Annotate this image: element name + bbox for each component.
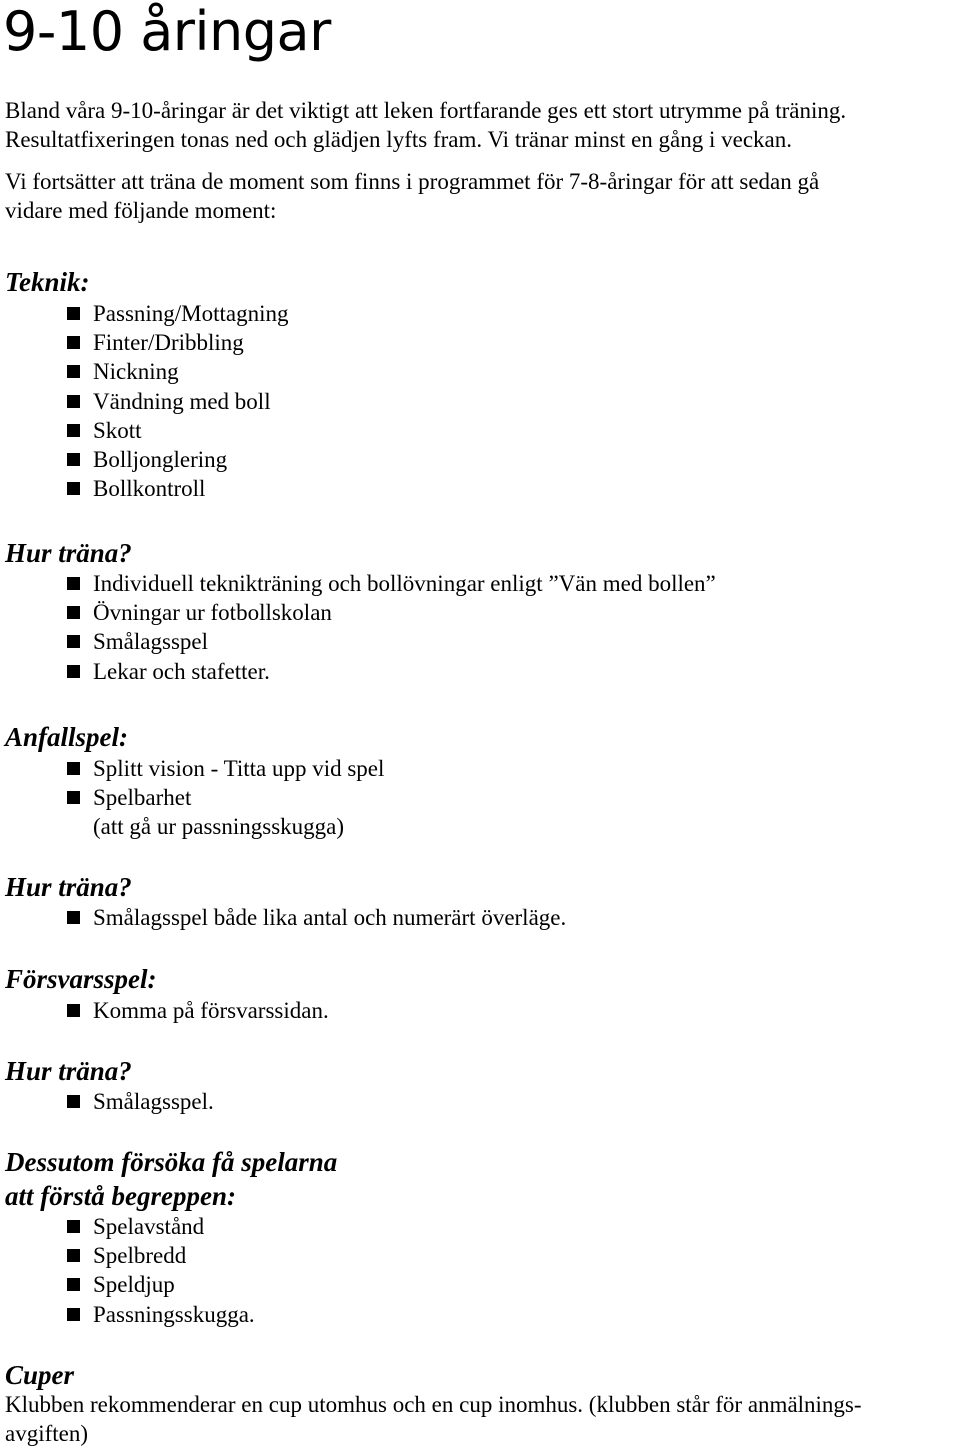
list-item: Nickning xyxy=(67,357,289,386)
square-bullet-icon xyxy=(67,665,80,678)
forsvarsspel-heading: Försvarsspel: xyxy=(5,964,157,994)
list-item: Finter/Dribbling xyxy=(67,328,289,357)
square-bullet-icon xyxy=(67,1220,80,1233)
square-bullet-icon xyxy=(67,424,80,437)
forsvarsspel-how-list xyxy=(67,1087,214,1116)
square-bullet-icon xyxy=(67,911,80,924)
square-bullet-icon xyxy=(67,336,80,349)
list-item: Smålagsspel xyxy=(67,627,716,656)
list-item: Vändning med boll xyxy=(67,387,289,416)
square-bullet-icon xyxy=(67,395,80,408)
anfallspel-continuation: (att gå ur passningsskugga) xyxy=(93,814,345,839)
intro-line-4: vidare med följande moment: xyxy=(5,198,277,223)
square-bullet-icon xyxy=(67,482,80,495)
forsvarsspel-how-heading: Hur träna? xyxy=(5,1056,132,1086)
list-item: Lekar och stafetter. xyxy=(67,657,716,686)
square-bullet-icon xyxy=(67,1249,80,1262)
list-item: Speldjup xyxy=(67,1270,255,1299)
list-item: Spelavstånd xyxy=(67,1212,255,1241)
page-title: 9-10 åringar xyxy=(3,0,331,63)
teknik-heading: Teknik: xyxy=(5,267,90,297)
list-item: Smålagsspel både lika antal och numerärt överläge. xyxy=(67,903,566,932)
list-item: Övningar ur fotbollskolan xyxy=(67,598,716,627)
square-bullet-icon xyxy=(67,606,80,619)
list-item: Passning/Mottagning xyxy=(67,299,289,328)
list-item: Komma på försvarssidan. xyxy=(67,996,329,1025)
square-bullet-icon xyxy=(67,635,80,648)
square-bullet-icon xyxy=(67,577,80,590)
teknik-list xyxy=(67,299,289,503)
forsvarsspel-list xyxy=(67,996,329,1025)
anfallspel-heading: Anfallspel: xyxy=(5,722,129,752)
cuper-line-2: avgiften) xyxy=(5,1421,89,1446)
list-item: Spelbarhet xyxy=(67,783,384,812)
square-bullet-icon xyxy=(67,791,80,804)
anfallspel-how-list xyxy=(67,903,566,932)
square-bullet-icon xyxy=(67,1308,80,1321)
list-item: Smålagsspel. xyxy=(67,1087,214,1116)
list-item: Passningsskugga. xyxy=(67,1300,255,1329)
cuper-line-1: Klubben rekommenderar en cup utomhus och en cup inomhus. (klubben står för anmälnings- xyxy=(5,1392,862,1417)
list-item: Spelbredd xyxy=(67,1241,255,1270)
teknik-how-heading: Hur träna? xyxy=(5,538,132,568)
square-bullet-icon xyxy=(67,307,80,320)
square-bullet-icon xyxy=(67,453,80,466)
square-bullet-icon xyxy=(67,762,80,775)
teknik-how-list xyxy=(67,569,716,686)
list-item: Bollkontroll xyxy=(67,474,289,503)
square-bullet-icon xyxy=(67,1278,80,1291)
list-item: Individuell teknikträning och bollövningar enligt ”Vän med bollen” xyxy=(67,569,716,598)
intro-line-3: Vi fortsätter att träna de moment som finns i programmet för 7-8-åringar för att sedan gå xyxy=(5,169,820,194)
begrepp-heading-line-1: Dessutom försöka få spelarna xyxy=(5,1147,338,1177)
square-bullet-icon xyxy=(67,1004,80,1017)
intro-line-2: Resultatfixeringen tonas ned och glädjen lyfts fram. Vi tränar minst en gång i veckan. xyxy=(5,127,792,152)
square-bullet-icon xyxy=(67,1095,80,1108)
begrepp-heading-line-2: att förstå begreppen: xyxy=(5,1181,236,1211)
cuper-heading: Cuper xyxy=(5,1360,75,1390)
list-item: Bolljonglering xyxy=(67,445,289,474)
list-item: Skott xyxy=(67,416,289,445)
anfallspel-how-heading: Hur träna? xyxy=(5,872,132,902)
list-item: Splitt vision - Titta upp vid spel xyxy=(67,754,384,783)
square-bullet-icon xyxy=(67,365,80,378)
begrepp-list xyxy=(67,1212,255,1329)
anfallspel-list xyxy=(67,754,384,812)
intro-line-1: Bland våra 9-10-åringar är det viktigt att leken fortfarande ges ett stort utrymme på träning. xyxy=(5,98,847,123)
